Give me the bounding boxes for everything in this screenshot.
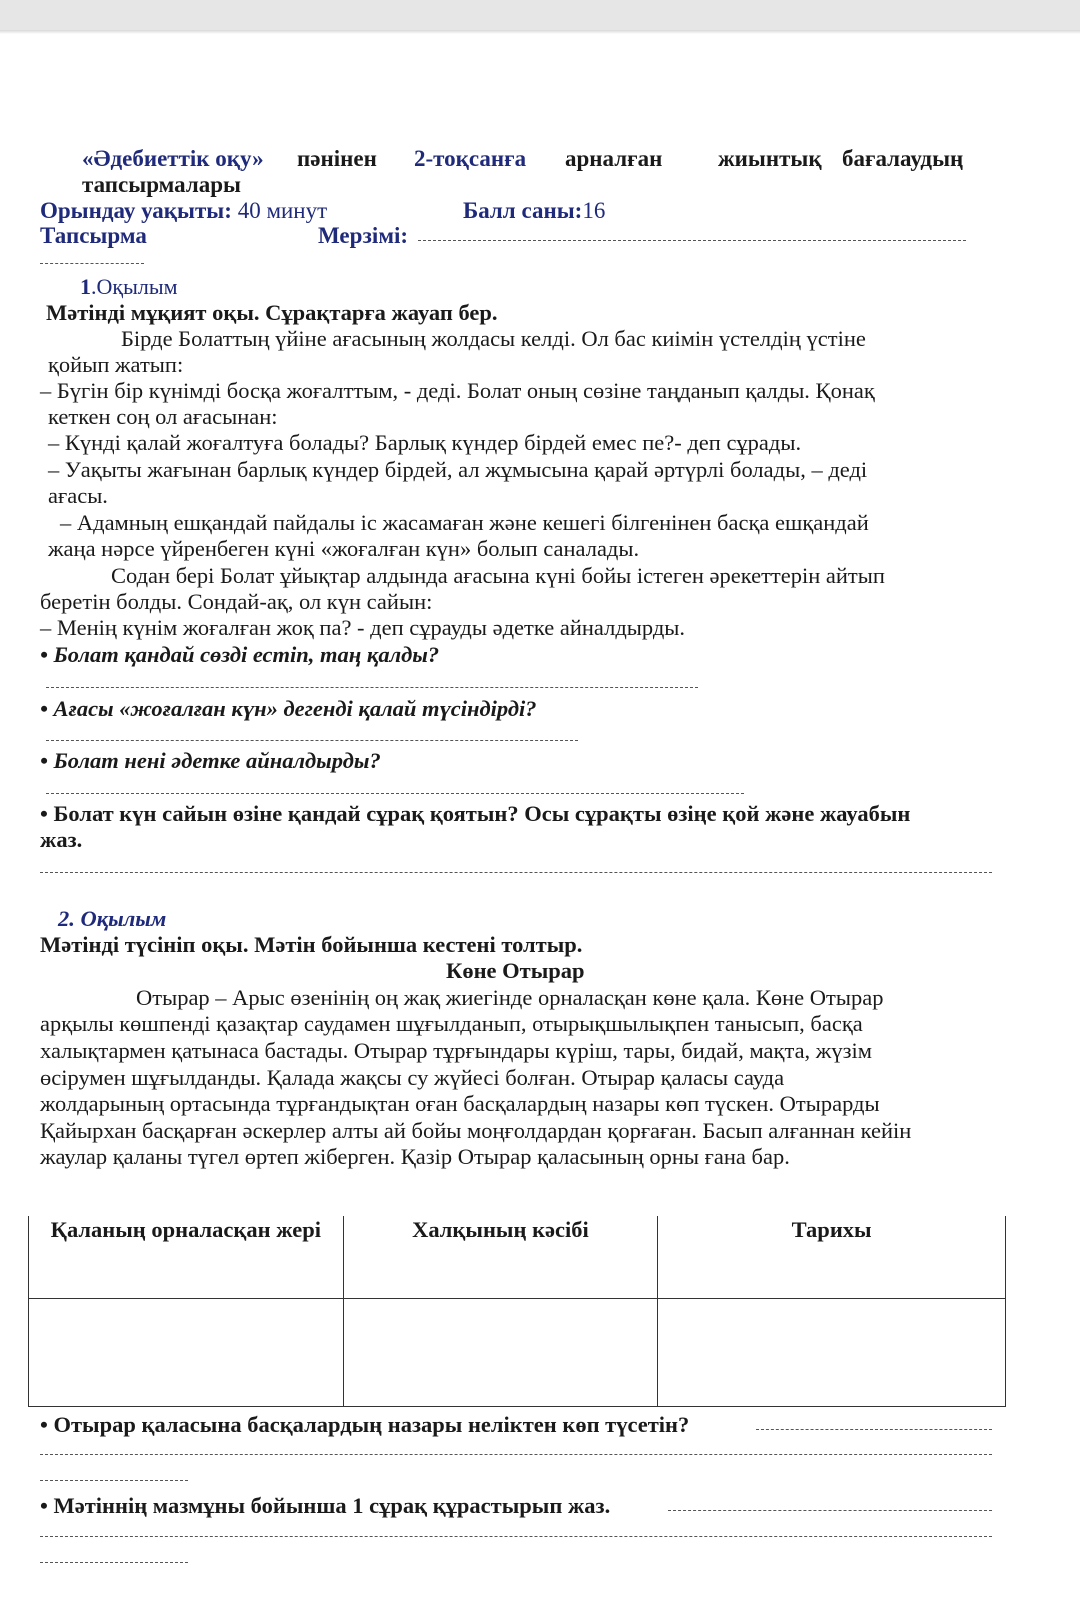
score-value: 16 (582, 198, 606, 223)
time-value: 40 минут (231, 198, 328, 223)
viewer-top-bar (0, 0, 1080, 30)
deadline-label: Мерзімі: (318, 223, 409, 248)
section1-instruction: Мәтінді мұқият оқы. Сұрақтарға жауап бер. (46, 300, 498, 325)
s1-line-9: жаңа нәрсе үйренбеген күні «жоғалған күн» болып саналады. (48, 536, 640, 561)
s2-line-3: халықтармен қатынаса бастады. Отырар тұрғындары күріш, тары, бидай, мақта, жүзім (40, 1038, 872, 1063)
s2-line-2: арқылы көшпенді қазақтар саудамен шұғылданып, отырықшылықпен танысып, басқа (40, 1011, 863, 1036)
s1-line-10: Содан бері Болат ұйықтар алдында ағасына күні бойы істеген әрекеттерін айтып (111, 563, 885, 588)
title-subject: «Әдебиеттік оқу» (82, 146, 264, 171)
s1-line-1: Бірде Болаттың үйіне ағасының жолдасы келді. Ол бас киімін үстелдің үстіне (121, 326, 866, 351)
s1-answer-line-4[interactable] (40, 872, 992, 873)
task-label: Тапсырма (40, 223, 147, 248)
score-label: Балл саны: (463, 198, 583, 223)
s2-answer-line-1[interactable] (756, 1429, 992, 1430)
s1-question-3: • Болат нені әдетке айналдырды? (40, 748, 381, 773)
table-header-location: Қаланың орналасқан жері (29, 1216, 344, 1298)
deadline-line (418, 240, 966, 241)
s1-question-4: • Болат күн сайын өзіне қандай сұрақ қоятын? Осы сұрақты өзіңе қой және жауабын (40, 801, 911, 826)
s1-line-7: ағасы. (48, 483, 108, 508)
s1-line-12: – Менің күнім жоғалған жоқ па? - деп сұрауды әдетке айналдырды. (40, 615, 686, 640)
s1-line-2: қойып жатып: (48, 352, 184, 377)
s1-line-8: – Адамның ешқандай пайдалы іс жасамаған және кешегі білгенінен басқа ешқандай (60, 510, 869, 535)
text-title: Көне Отырар (446, 958, 585, 983)
s1-line-5: – Күнді қалай жоғалтуға болады? Барлық күндер бірдей емес пе?- деп сұрады. (48, 430, 802, 455)
s1-line-11: беретін болды. Сондай-ақ, ол күн сайын: (40, 589, 433, 614)
s2-answer-line-2b[interactable] (40, 1536, 992, 1537)
viewer-top-shadow (0, 30, 1080, 34)
table-header-history: Тарихы (658, 1216, 1006, 1298)
table-cell-history[interactable] (658, 1298, 1006, 1406)
s2-answer-line-2c[interactable] (40, 1562, 188, 1563)
section1-heading: 1.Оқылым (80, 274, 178, 299)
time-row (40, 198, 327, 224)
s1-question-1: • Болат қандай сөзді естіп, таң қалды? (40, 642, 440, 667)
s2-answer-line-1b[interactable] (40, 1454, 992, 1455)
title-quarter: 2-тоқсанға (414, 146, 527, 171)
s1-line-4: кеткен соң ол ағасынан: (48, 404, 278, 429)
s1-line-3: – Бүгін бір күнімді босқа жоғалттым, - деді. Болат оның сөзіне таңданып қалды. Қонақ (40, 378, 875, 403)
score-row (463, 198, 605, 224)
title-word-2: пәнінен (297, 146, 377, 171)
s1-answer-line-3[interactable] (46, 793, 744, 794)
table-cell-location[interactable] (29, 1298, 344, 1406)
section2-heading: 2. Оқылым (58, 906, 167, 931)
time-label: Орындау уақыты: (40, 198, 232, 223)
s2-answer-line-2[interactable] (668, 1510, 992, 1511)
section2-instruction: Мәтінді түсініп оқы. Мәтін бойынша кестені толтыр. (40, 932, 583, 957)
title-word-6: бағалаудың (842, 146, 964, 171)
s2-line-5: жолдарының ортасында тұрғандықтан оған басқалардың назары көп түскен. Отырарды (40, 1091, 880, 1116)
s1-question-4-cont: жаз. (40, 827, 83, 852)
deadline-line-cont (40, 263, 144, 264)
title-word-4: арналған (565, 146, 663, 171)
s1-answer-line-1[interactable] (46, 687, 698, 688)
title-line-2: тапсырмалары (82, 172, 242, 197)
s1-question-2: • Ағасы «жоғалған күн» дегенді қалай түсіндірді? (40, 696, 537, 721)
s2-line-1: Отырар – Арыс өзенінің оң жақ жиегінде орналасқан көне қала. Көне Отырар (136, 985, 884, 1010)
title-word-5: жиынтық (718, 146, 822, 171)
s1-line-6: – Уақыты жағынан барлық күндер бірдей, ал жұмысына қарай әртүрлі болады, – деді (48, 457, 868, 482)
table-header-occupation: Халқының кәсібі (343, 1216, 658, 1298)
s2-question-2: • Мәтіннің мазмұны бойынша 1 сұрақ құрастырып жаз. (40, 1493, 611, 1518)
s2-line-7: жаулар қаланы түгел өртеп жіберген. Қазір Отырар қаласының орны ғана бар. (40, 1144, 790, 1169)
fill-table (28, 1216, 1006, 1407)
s2-answer-line-1c[interactable] (40, 1480, 188, 1481)
s2-line-6: Қайырхан басқарған әскерлер алты ай бойы моңғолдардан қорғаған. Басып алғаннан кейін (40, 1118, 912, 1143)
s2-line-4: өсірумен шұғылданды. Қалада жақсы су жүйесі болған. Отырар қаласы сауда (40, 1065, 785, 1090)
s1-answer-line-2[interactable] (46, 740, 578, 741)
table-cell-occupation[interactable] (343, 1298, 658, 1406)
s2-question-1: • Отырар қаласына басқалардың назары неліктен көп түсетін? (40, 1412, 690, 1437)
